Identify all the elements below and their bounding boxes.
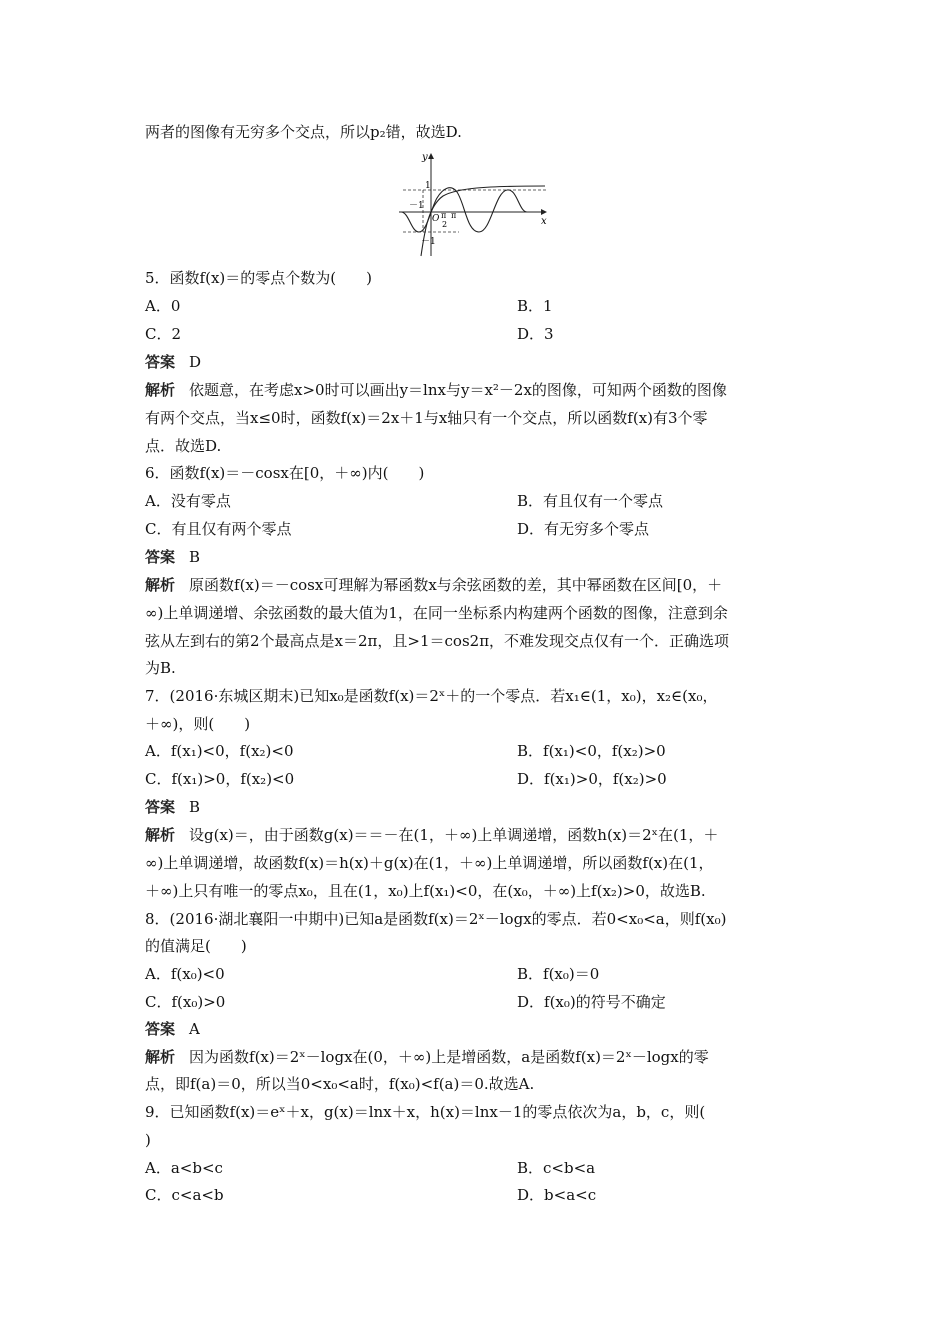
label-origin: O (432, 214, 440, 224)
label-neg-one-left: －1 (409, 201, 424, 211)
answer-value: B (189, 798, 201, 816)
label-pi-half-den: 2 (442, 220, 448, 229)
answer-value: B (189, 548, 201, 566)
option-d: D．f(x₀)的符号不确定 (517, 993, 666, 1011)
answer-value: A (189, 1020, 200, 1038)
answer-label: 答案 (145, 798, 176, 816)
option-a: A．0 (145, 297, 181, 315)
explanation-text: 原函数f(x)＝－cosx可理解为幂函数x与余弦函数的差，其中幂函数在区间[0，＋ (189, 576, 723, 594)
answer-label: 答案 (145, 548, 176, 566)
text-line: 两者的图像有无穷多个交点，所以p₂错，故选D. (145, 123, 462, 141)
label-one-top: 1 (425, 181, 431, 191)
label-pi-half: π (441, 211, 447, 220)
explanation-text: 依题意，在考虑x>0时可以画出y＝lnx与y＝x²－2x的图像，可知两个函数的图像 (189, 381, 727, 399)
answer-line (145, 797, 200, 817)
explanation-line (145, 825, 718, 845)
question-6: 6．函数f(x)＝－cosx在[0，＋∞)内( ) (145, 464, 425, 482)
explanation-text: 因为函数f(x)＝2ˣ－logx在(0，＋∞)上是增函数，a是函数f(x)＝2ˣ－logx的零 (189, 1048, 709, 1066)
text-line: ) (145, 1131, 151, 1149)
answer-label: 答案 (145, 1020, 176, 1038)
question-8: 8．(2016·湖北襄阳一中期中)已知a是函数f(x)＝2ˣ－logx的零点．若0<x₀<a，则f(x₀) (145, 910, 727, 928)
label-pi: π (451, 211, 457, 220)
text-line: ＋∞)上只有唯一的零点x₀，且在(1，x₀)上f(x₁)<0，在(x₀，＋∞)上f(x₂)>0，故选B. (145, 882, 706, 900)
text-line: ＋∞)，则( ) (145, 715, 251, 733)
question-7: 7．(2016·东城区期末)已知x₀是函数f(x)＝2ˣ＋的一个零点．若x₁∈(1，x₀)，x₂∈(x₀， (145, 687, 718, 705)
option-b: B．有且仅有一个零点 (517, 492, 664, 510)
y-axis-arrow (428, 153, 434, 159)
option-a: A．a<b<c (145, 1159, 223, 1177)
option-c: C．f(x₁)>0，f(x₂)<0 (145, 770, 295, 788)
text-line: 弦从左到右的第2个最高点是x＝2π，且>1＝cos2π，不难发现交点仅有一个．正确选项 (145, 632, 730, 650)
option-d: D．f(x₁)>0，f(x₂)>0 (517, 770, 667, 788)
y-axis-label: y (422, 152, 428, 163)
explanation-label: 解析 (145, 826, 176, 844)
answer-line (145, 547, 200, 567)
root-curve (421, 186, 545, 256)
text-line: 点．故选D. (145, 437, 222, 455)
function-graph-figure (395, 148, 555, 260)
answer-line (145, 1019, 200, 1039)
explanation-line (145, 575, 722, 595)
option-b: B．1 (517, 297, 553, 315)
option-b: B．f(x₀)＝0 (517, 965, 600, 983)
explanation-line (145, 1047, 709, 1067)
explanation-line (145, 380, 727, 400)
option-a: A．f(x₁)<0，f(x₂)<0 (145, 742, 294, 760)
x-axis-label: x (541, 216, 547, 227)
option-c: C．f(x₀)>0 (145, 993, 226, 1011)
explanation-label: 解析 (145, 381, 176, 399)
answer-value: D (189, 353, 202, 371)
option-b: B．c<b<a (517, 1159, 596, 1177)
text-line: ∞)上单调递增、余弦函数的最大值为1，在同一坐标系内构建两个函数的图像，注意到余 (145, 604, 728, 622)
text-line: 点，即f(a)＝0，所以当0<x₀<a时，f(x₀)<f(a)＝0.故选A. (145, 1075, 535, 1093)
text-line: ∞)上单调递增，故函数f(x)＝h(x)＋g(x)在(1，＋∞)上单调递增，所以函数f(x)在(1， (145, 854, 714, 872)
option-c: C．c<a<b (145, 1186, 224, 1204)
option-d: D．b<a<c (517, 1186, 597, 1204)
answer-line (145, 352, 201, 372)
question-5: 5．函数f(x)＝的零点个数为( ) (145, 269, 372, 287)
answer-label: 答案 (145, 353, 176, 371)
text-line: 的值满足( ) (145, 937, 247, 955)
option-d: D．有无穷多个零点 (517, 520, 650, 538)
x-axis-arrow (541, 209, 547, 215)
option-a: A．没有零点 (145, 492, 231, 510)
option-d: D．3 (517, 325, 554, 343)
explanation-label: 解析 (145, 1048, 176, 1066)
text-line: 有两个交点，当x≤0时，函数f(x)＝2x＋1与x轴只有一个交点，所以函数f(x)有3个零 (145, 409, 708, 427)
option-c: C．2 (145, 325, 182, 343)
explanation-text: 设g(x)＝，由于函数g(x)＝＝－在(1，＋∞)上单调递增，函数h(x)＝2ˣ在(1，＋ (189, 826, 719, 844)
option-c: C．有且仅有两个零点 (145, 520, 292, 538)
option-b: B．f(x₁)<0，f(x₂)>0 (517, 742, 666, 760)
text-line: 为B. (145, 659, 176, 677)
question-9: 9．已知函数f(x)＝eˣ＋x，g(x)＝lnx＋x，h(x)＝lnx－1的零点依次为a，b，c，则( (145, 1103, 706, 1121)
label-neg-one-bottom: －1 (421, 237, 436, 247)
option-a: A．f(x₀)<0 (145, 965, 225, 983)
explanation-label: 解析 (145, 576, 176, 594)
